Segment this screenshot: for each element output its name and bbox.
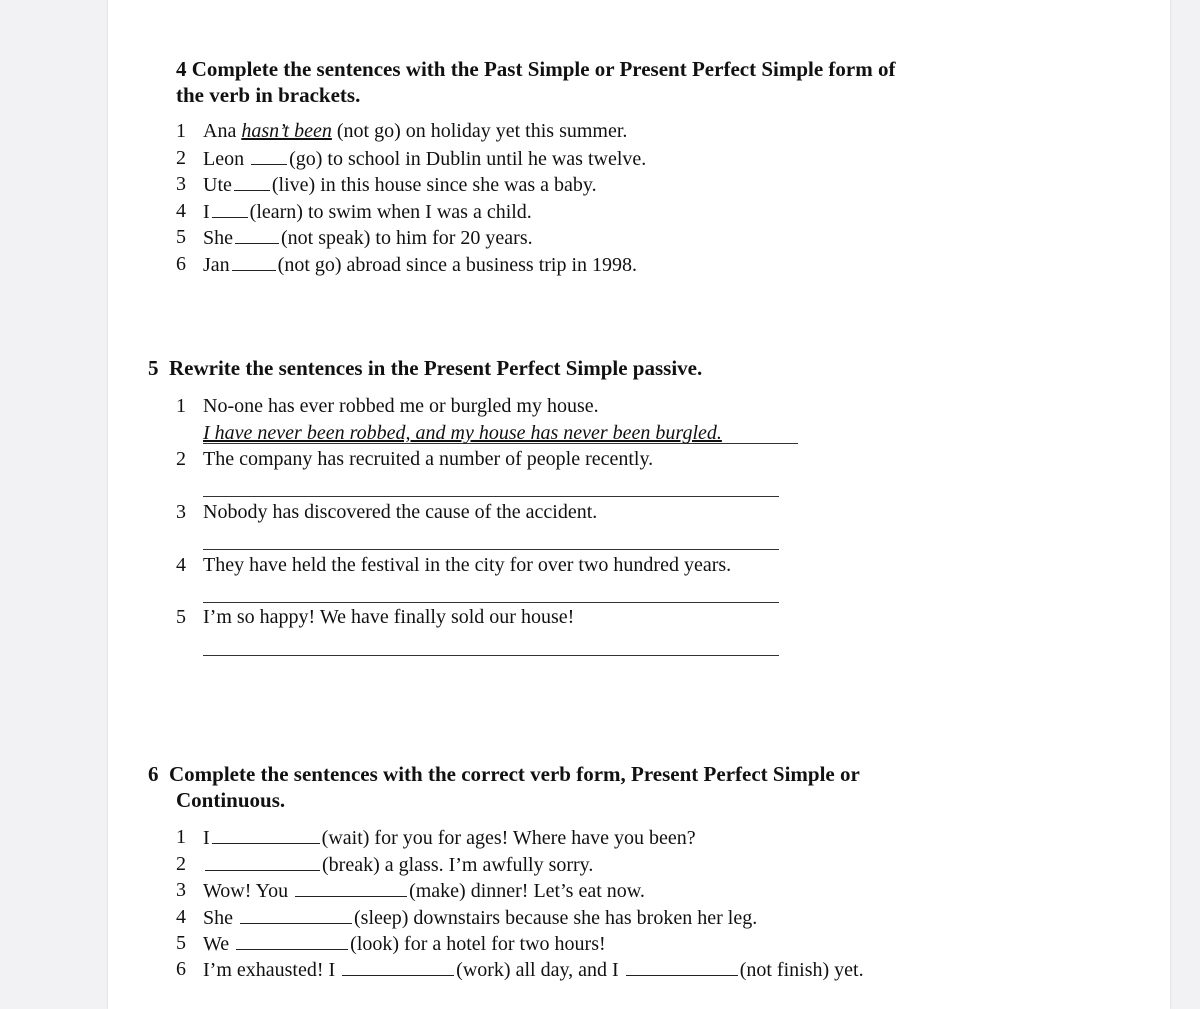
- exercise-6-item: 5 We (look) for a hotel for two hours!: [176, 932, 606, 955]
- exercise-6-title: 6 Complete the sentences with the correct verb form, Present Perfect Simple or: [148, 762, 860, 786]
- answer-line[interactable]: [203, 549, 779, 550]
- exercise-6-item: 2 (break) a glass. I’m awfully sorry.: [176, 853, 594, 876]
- exercise-6-item: 4 She (sleep) downstairs because she has broken her leg.: [176, 906, 758, 929]
- exercise-5-item: 2 The company has recruited a number of people recently.: [176, 448, 654, 470]
- exercise-4-item: 1 Ana hasn’t been (not go) on holiday yet this summer.: [176, 120, 628, 142]
- answer-line[interactable]: [203, 496, 779, 497]
- exercise-5-item: 1 No-one has ever robbed me or burgled my house.: [176, 395, 599, 417]
- answer-blank[interactable]: [234, 172, 270, 191]
- answer-line[interactable]: [203, 655, 779, 656]
- exercise-4-item: 2 Leon (go) to school in Dublin until he was twelve.: [176, 147, 647, 170]
- answer-blank[interactable]: [342, 957, 454, 976]
- exercise-6-item: 3 Wow! You (make) dinner! Let’s eat now.: [176, 879, 645, 902]
- answer-blank[interactable]: [212, 199, 248, 218]
- exercise-4-title-cont: the verb in brackets.: [176, 83, 361, 107]
- exercise-4-item: 5 She (not speak) to him for 20 years.: [176, 226, 533, 249]
- exercise-5-title: 5 Rewrite the sentences in the Present Perfect Simple passive.: [148, 356, 703, 380]
- answer-blank[interactable]: [251, 146, 287, 165]
- exercise-6-title-cont: Continuous.: [176, 788, 286, 812]
- exercise-6-item: 6 I’m exhausted! I (work) all day, and I (not finish) yet.: [176, 958, 864, 981]
- exercise-5-item: 4 They have held the festival in the city for over two hundred years.: [176, 554, 732, 576]
- answer-blank[interactable]: [626, 957, 738, 976]
- answer-blank[interactable]: [240, 905, 352, 924]
- exercise-5-item: 5 I’m so happy! We have finally sold our house!: [176, 606, 575, 628]
- answer-blank[interactable]: [232, 252, 276, 271]
- exercise-5-example-answer: I have never been robbed, and my house has never been burgled.: [203, 421, 798, 444]
- exercise-4-item: 3 Ute (live) in this house since she was a baby.: [176, 173, 597, 196]
- exercise-4-title: 4 Complete the sentences with the Past Simple or Present Perfect Simple form of: [176, 57, 896, 81]
- answer-blank[interactable]: [212, 825, 320, 844]
- answer-line[interactable]: [203, 602, 779, 603]
- exercise-6-item: 1 I (wait) for you for ages! Where have you been?: [176, 826, 696, 849]
- answer-blank[interactable]: [295, 878, 407, 897]
- exercise-5-item: 3 Nobody has discovered the cause of the accident.: [176, 501, 598, 523]
- answer-blank[interactable]: [236, 931, 348, 950]
- answer-blank[interactable]: [235, 225, 279, 244]
- exercise-4-item: 4 I (learn) to swim when I was a child.: [176, 200, 532, 223]
- exercise-4-item: 6 Jan (not go) abroad since a business trip in 1998.: [176, 253, 638, 276]
- answer-blank[interactable]: [205, 852, 320, 871]
